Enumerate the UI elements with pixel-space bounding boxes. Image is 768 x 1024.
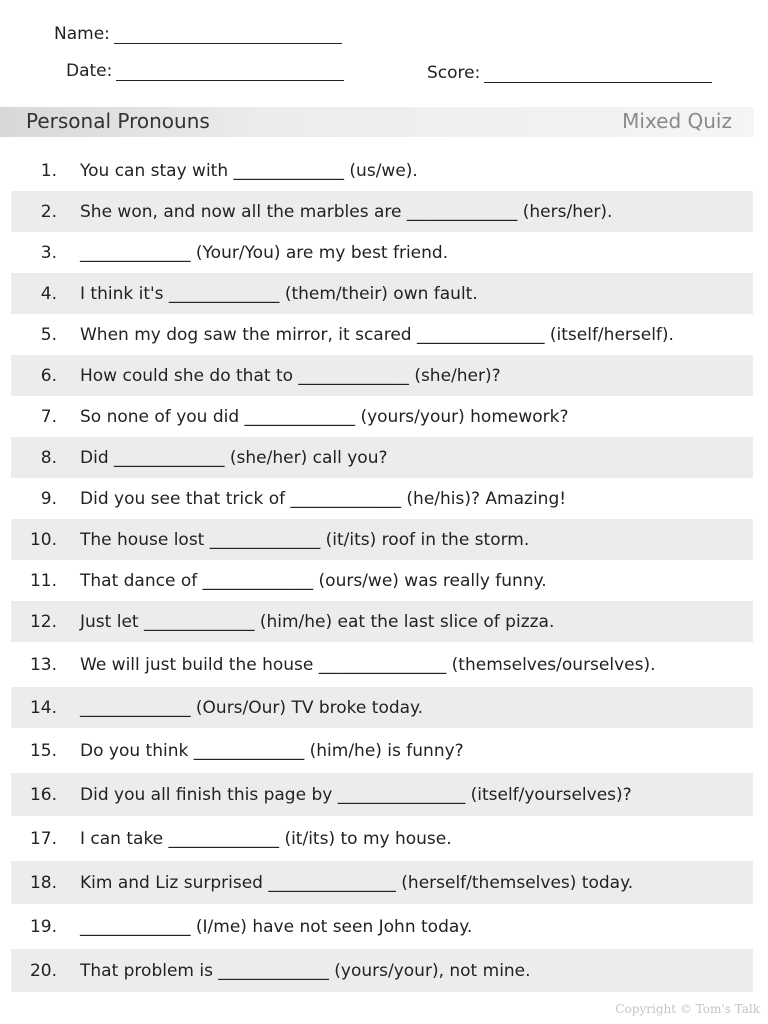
- question-text: Do you think _____________ (him/he) is funny?: [80, 740, 464, 761]
- question-text: I can take _____________ (it/its) to my house.: [80, 828, 452, 849]
- question-number: 9.: [40, 488, 57, 509]
- question-text: Did _____________ (she/her) call you?: [80, 447, 388, 468]
- question-row: [11, 396, 753, 437]
- name-field[interactable]: [54, 24, 342, 44]
- worksheet-subtitle: Mixed Quiz: [622, 109, 732, 133]
- question-text: Did you all finish this page by _______________ (itself/yourselves)?: [80, 784, 632, 805]
- question-number: 8.: [40, 447, 57, 468]
- score-field[interactable]: [427, 63, 712, 83]
- score-label: Score:: [427, 63, 481, 83]
- question-number: 17.: [29, 828, 57, 849]
- question-text: _____________ (Your/You) are my best friend.: [80, 242, 449, 263]
- question-number: 20.: [29, 960, 57, 981]
- question-row: [11, 273, 753, 314]
- question-number: 18.: [29, 872, 57, 893]
- score-blank-line[interactable]: [484, 64, 712, 83]
- title-bar: [0, 107, 754, 137]
- question-row: [11, 150, 753, 191]
- question-row: [11, 687, 753, 728]
- question-text: How could she do that to _____________ (she/her)?: [80, 365, 501, 386]
- question-number: 12.: [29, 611, 57, 632]
- question-number: 7.: [40, 406, 57, 427]
- question-number: 19.: [29, 916, 57, 937]
- question-text: _____________ (I/me) have not seen John today.: [80, 916, 473, 937]
- question-text: That dance of _____________ (ours/we) was really funny.: [80, 570, 547, 591]
- question-row: [11, 728, 753, 773]
- question-number: 4.: [40, 283, 57, 304]
- name-label: Name:: [54, 24, 110, 44]
- question-row: [11, 478, 753, 519]
- question-number: 15.: [29, 740, 57, 761]
- question-row: [11, 191, 753, 232]
- question-text: You can stay with _____________ (us/we).: [80, 160, 418, 181]
- question-row: [11, 861, 753, 904]
- question-text: I think it's _____________ (them/their) own fault.: [80, 283, 478, 304]
- question-list: [11, 150, 753, 992]
- question-text: _____________ (Ours/Our) TV broke today.: [80, 697, 424, 718]
- question-row: [11, 314, 753, 355]
- question-number: 6.: [40, 365, 57, 386]
- question-row: [11, 560, 753, 601]
- question-text: When my dog saw the mirror, it scared _______________ (itself/herself).: [80, 324, 674, 345]
- question-text: The house lost _____________ (it/its) roof in the storm.: [80, 529, 530, 550]
- question-text: Kim and Liz surprised _______________ (herself/themselves) today.: [80, 872, 634, 893]
- question-number: 2.: [40, 201, 57, 222]
- question-row: [11, 437, 753, 478]
- question-text: She won, and now all the marbles are _____________ (hers/her).: [80, 201, 613, 222]
- date-blank-line[interactable]: [116, 62, 344, 81]
- question-number: 11.: [29, 570, 57, 591]
- question-text: So none of you did _____________ (yours/your) homework?: [80, 406, 569, 427]
- question-text: That problem is _____________ (yours/your), not mine.: [80, 960, 531, 981]
- question-text: We will just build the house _______________ (themselves/ourselves).: [80, 654, 656, 675]
- worksheet-title: Personal Pronouns: [26, 109, 210, 133]
- question-number: 5.: [40, 324, 57, 345]
- question-row: [11, 519, 753, 560]
- question-row: [11, 355, 753, 396]
- copyright-notice: Copyright © Tom's Talk: [615, 1002, 760, 1016]
- question-number: 10.: [29, 529, 57, 550]
- question-number: 1.: [40, 160, 57, 181]
- question-number: 16.: [29, 784, 57, 805]
- question-number: 13.: [29, 654, 57, 675]
- date-label: Date:: [66, 61, 113, 81]
- question-text: Just let _____________ (him/he) eat the last slice of pizza.: [80, 611, 555, 632]
- question-row: [11, 904, 753, 949]
- question-number: 3.: [40, 242, 57, 263]
- question-row: [11, 601, 753, 642]
- question-row: [11, 773, 753, 816]
- question-number: 14.: [29, 697, 57, 718]
- question-text: Did you see that trick of _____________ (he/his)? Amazing!: [80, 488, 567, 509]
- date-field[interactable]: [66, 61, 344, 81]
- question-row: [11, 642, 753, 687]
- question-row: [11, 949, 753, 992]
- question-row: [11, 232, 753, 273]
- question-row: [11, 816, 753, 861]
- name-blank-line[interactable]: [114, 25, 342, 44]
